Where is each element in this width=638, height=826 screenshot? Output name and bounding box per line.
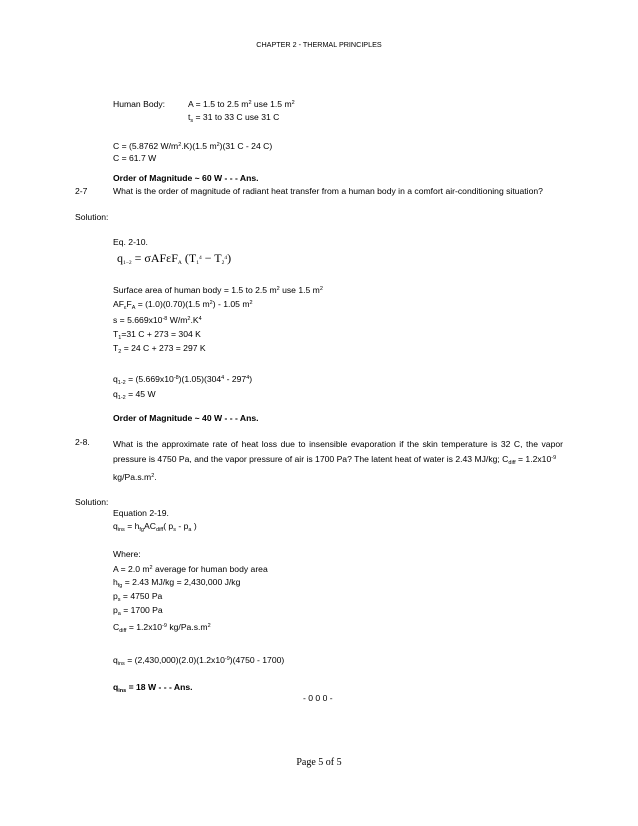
convection-result: C = 61.7 W (113, 153, 157, 163)
human-body-label: Human Body: (113, 99, 166, 109)
where-label: Where: (113, 549, 141, 559)
cdiff-definition: $C_{diff} = 1.2x10^{-9}$ $kg/Pa.s.m^2$ (113, 622, 211, 634)
problem-2-8-question: What is the approximate rate of heat loss due to insensible evaporation if the skin temperature is 32 C, the vapor pressure is 4750 Pa, and the vapor pressure of air is 1700 Pa? The latent heat of water is 2.43 MJ/kg; $C_{diff} = 1.2x10^{-9}$ (113, 439, 563, 466)
t1-line: $T_1=31$ C + 273 = 304 K (113, 329, 201, 341)
page-number: Page 5 of 5 (296, 757, 342, 768)
skin-temp-line: $t_s = 31$ to 33 C use 31 C (188, 112, 280, 124)
q-calc-line: $q_{1-2} = (5.669x10^{-8})(1.05)(304^4 - 297^4)$ (113, 374, 253, 386)
radiation-equation: $q_{1-2} = \sigma AF\varepsilon F_A$ $(T_1^4 - T_2^4)$ (117, 251, 232, 266)
solution-label-2-8: Solution: (75, 497, 109, 507)
pa-definition: $p_a = 1700$ Pa (113, 605, 163, 617)
problem-2-8-units: $kg/Pa.s.m^2$. (113, 472, 157, 482)
evaporation-equation: $q_{ins} = h_{fg}AC_{diff}$( $p_s - p_a$ ) (113, 521, 197, 533)
equation-reference-2-8: Equation 2-19. (113, 508, 169, 518)
stefan-boltzmann-line: $s = 5.669x10^{-8}$ $W/m^2.K^4$ (113, 315, 202, 325)
equation-reference: Eq. 2-10. (113, 237, 148, 247)
qins-calc: $q_{ins} = (2,430,000)(2.0)(1.2x10^{-9})(4750 - 1700)$ (113, 655, 285, 667)
answer-2-7: Order of Magnitude ~ 40 W - - - Ans. (113, 413, 259, 423)
answer-2-8: $q_{ins} = 18$ W - - - Ans. (113, 682, 193, 694)
af-line: $AF_\varepsilon F_A = (1.0)(0.70)(1.5$ $m^2) - 1.05$ $m^2$ (113, 299, 253, 311)
prev-answer: Order of Magnitude ~ 60 W - - - Ans. (113, 173, 259, 183)
q-result-line: $q_{1-2} = 45$ W (113, 389, 156, 401)
area-line: A = 1.5 to 2.5 $m^2$ use 1.5 $m^2$ (188, 99, 295, 109)
area-definition: A = 2.0 $m^2$ average for human body area (113, 564, 268, 574)
convection-calc: C = (5.8762 $W/m^2.K)(1.5$ $m^2)(31$ C - 24 C) (113, 141, 273, 151)
latent-heat-definition: $h_{fg} = 2.43$ MJ/kg = 2,430,000 J/kg (113, 577, 241, 589)
end-mark: - 0 0 0 - (303, 693, 333, 703)
t2-line: $T_2 = 24$ C + 273 = 297 K (113, 343, 206, 355)
chapter-header: CHAPTER 2 - THERMAL PRINCIPLES (256, 40, 382, 49)
ps-definition: $p_s = 4750$ Pa (113, 591, 163, 603)
problem-number-2-8: 2-8. (75, 437, 90, 447)
surface-area-line: Surface area of human body = 1.5 to 2.5 $m^2$ use 1.5 $m^2$ (113, 285, 323, 295)
problem-number-2-7: 2-7 (75, 186, 88, 196)
problem-2-7-question: What is the order of magnitude of radiant heat transfer from a human body in a comfort air-conditioning situation? (113, 186, 543, 196)
solution-label: Solution: (75, 212, 109, 222)
